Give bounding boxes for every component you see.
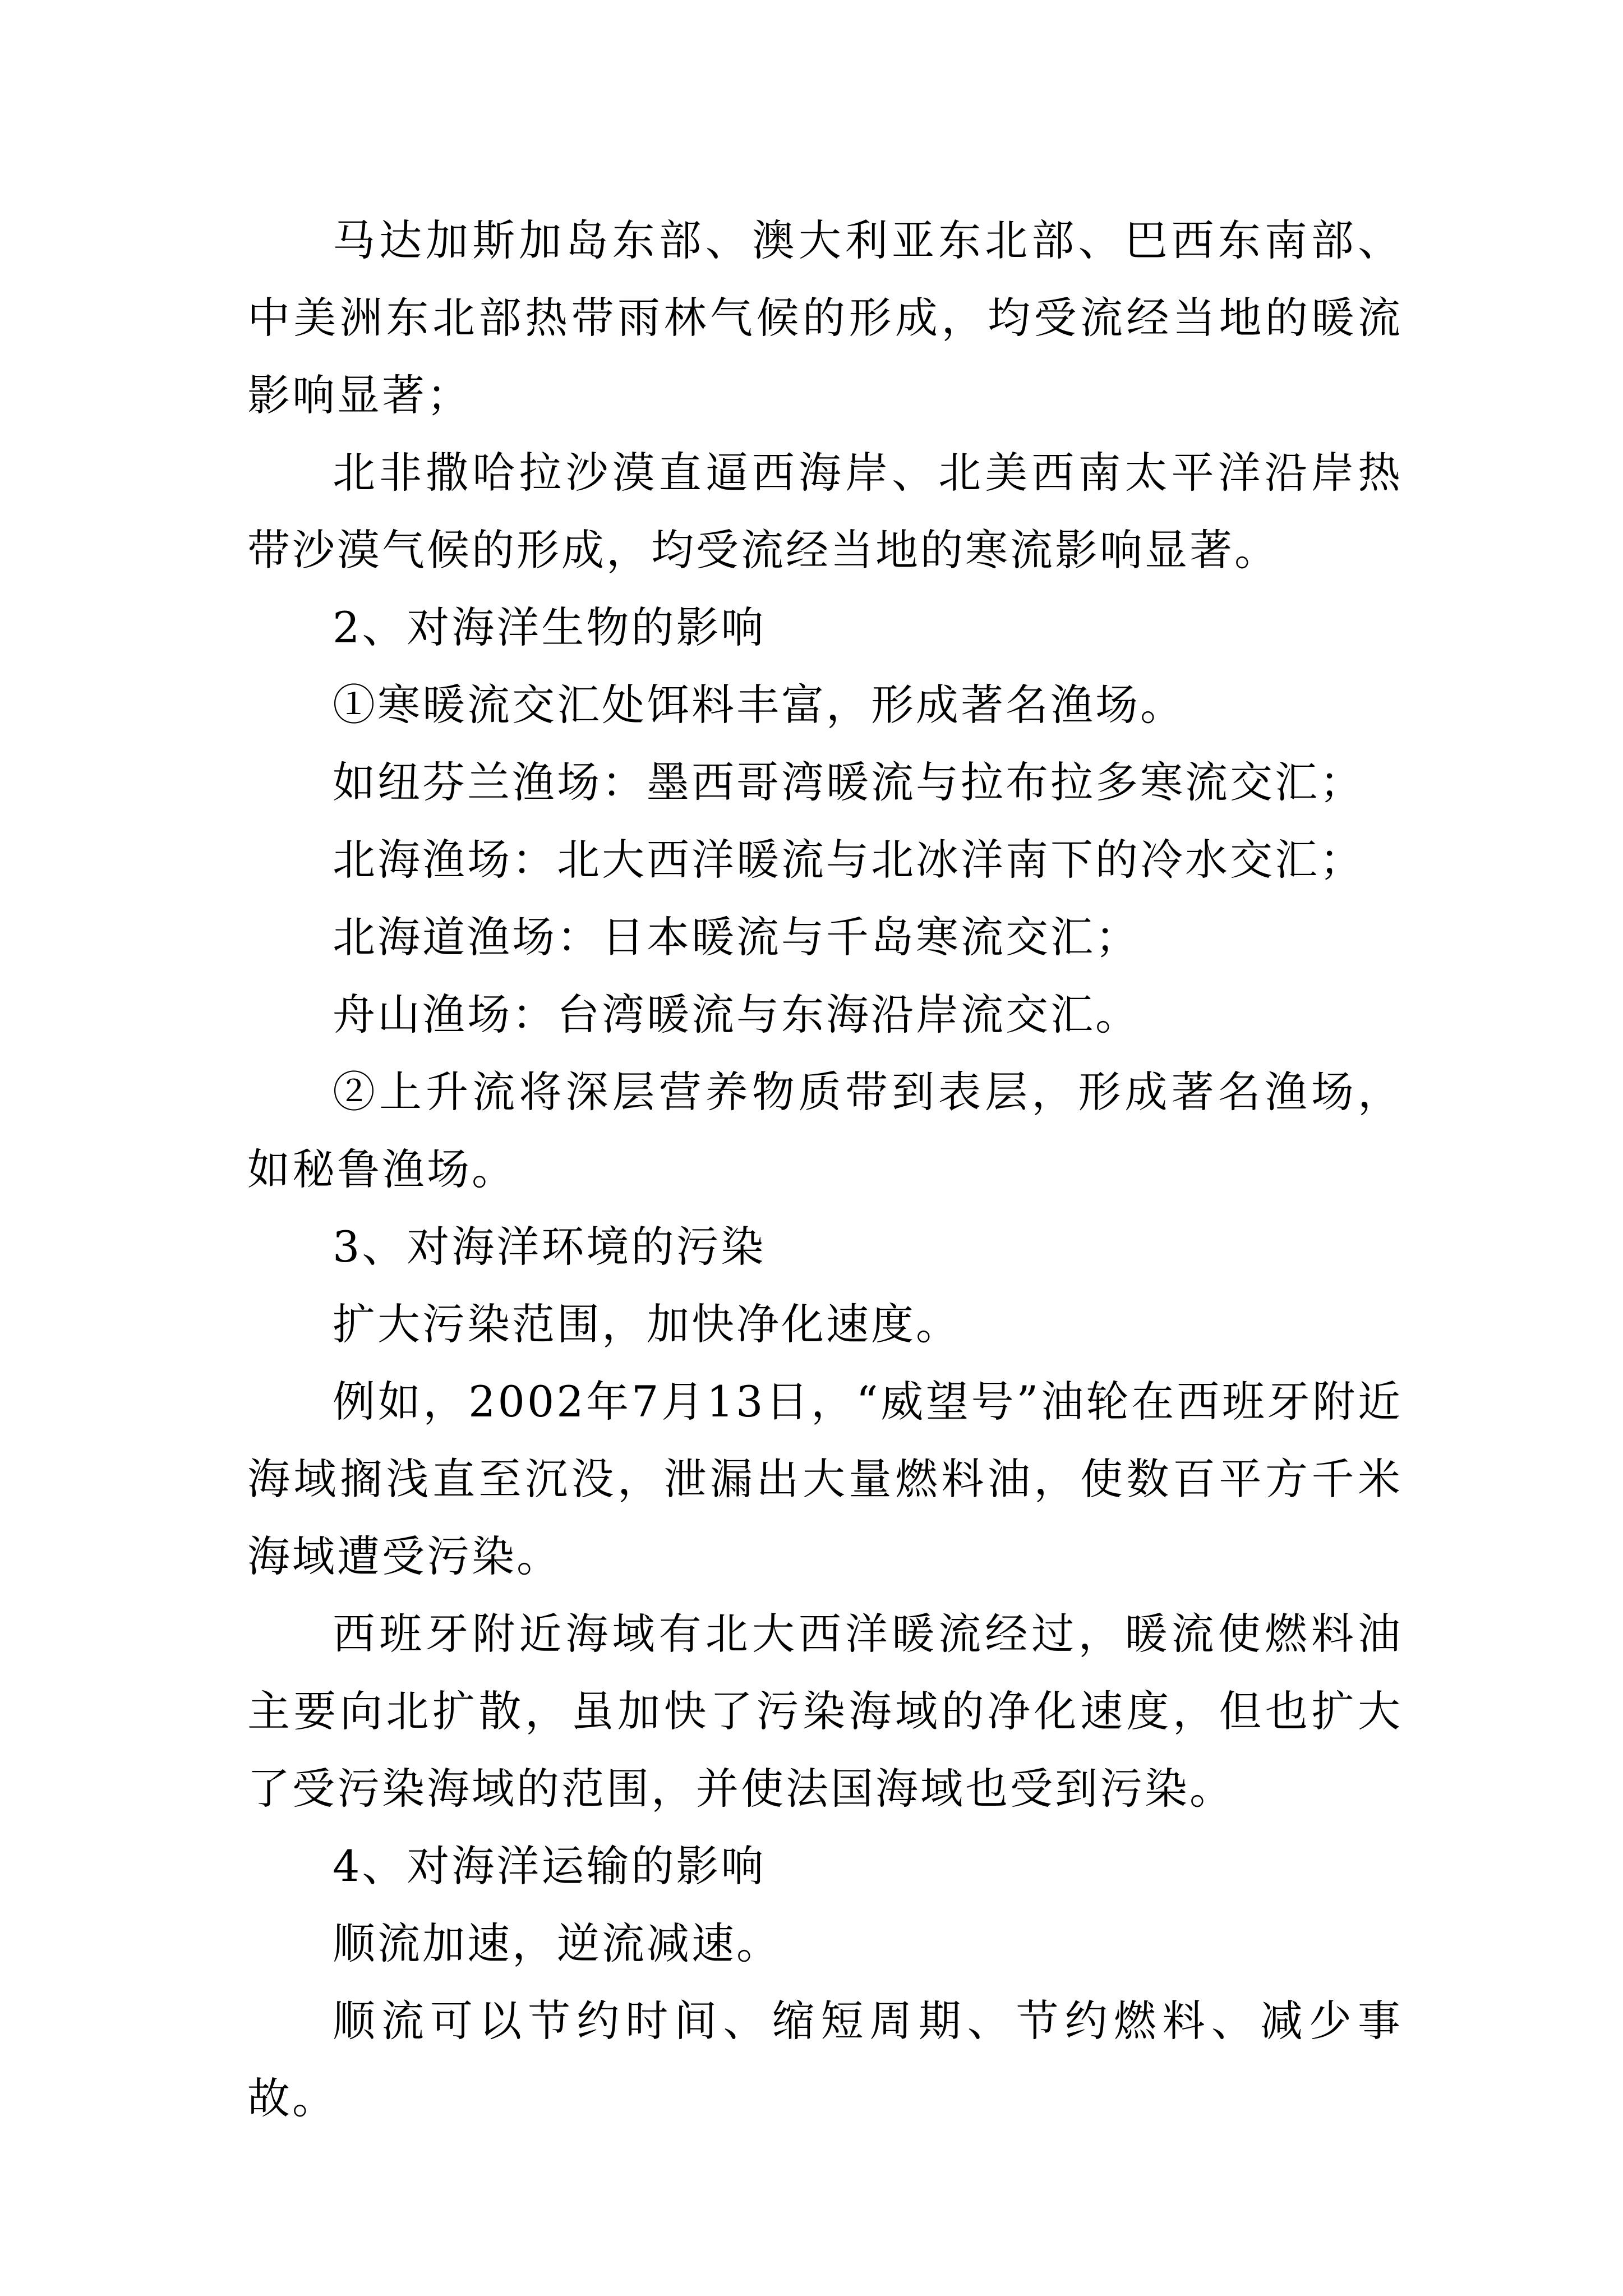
paragraph-shipping-summary: 顺流加速，逆流减速。	[333, 1918, 781, 1968]
paragraph-rainforest-warm-current: 马达加斯加岛东部、澳大利亚东北部、巴西东南部、中美洲东北部热带雨林气候的形成，均受流经当地的暖流影响显著；	[247, 215, 1403, 420]
section-heading-marine-life: 2、对海洋生物的影响	[333, 602, 766, 652]
paragraph-newfoundland-fishery: 如纽芬兰渔场：墨西哥湾暖流与拉布拉多寒流交汇；	[333, 757, 1364, 807]
section-heading-pollution: 3、对海洋环境的污染	[333, 1222, 766, 1272]
paragraph-spain-oil-spread: 西班牙附近海域有北大西洋暖流经过，暖流使燃料油主要向北扩散，虽加快了污染海域的净化速度，但也扩大了受污染海域的范围，并使法国海域也受到污染。	[247, 1609, 1403, 1814]
document-page	[247, 202, 1403, 2137]
paragraph-hokkaido-fishery: 北海道渔场：日本暖流与千岛寒流交汇；	[333, 912, 1140, 962]
paragraph-desert-cold-current: 北非撒哈拉沙漠直逼西海岸、北美西南太平洋沿岸热带沙漠气候的形成，均受流经当地的寒流影响显著。	[247, 448, 1403, 575]
paragraph-shipping-benefits: 顺流可以节约时间、缩短周期、节约燃料、减少事故。	[247, 1996, 1403, 2123]
paragraph-upwelling-peru-fishery: ②上升流将深层营养物质带到表层，形成著名渔场，如秘鲁渔场。	[247, 1067, 1403, 1194]
section-heading-shipping: 4、对海洋运输的影响	[333, 1841, 766, 1891]
paragraph-current-convergence: ①寒暖流交汇处饵料丰富，形成著名渔场。	[333, 680, 1185, 730]
paragraph-pollution-summary: 扩大污染范围，加快净化速度。	[333, 1299, 961, 1349]
paragraph-prestige-oil-spill: 例如，2002年7月13日，“威望号”油轮在西班牙附近海域搁浅直至沉没，泄漏出大量燃料油，使数百平方千米海域遭受污染。	[247, 1377, 1403, 1581]
paragraph-zhoushan-fishery: 舟山渔场：台湾暖流与东海沿岸流交汇。	[333, 990, 1140, 1039]
paragraph-north-sea-fishery: 北海渔场：北大西洋暖流与北冰洋南下的冷水交汇；	[333, 835, 1364, 885]
